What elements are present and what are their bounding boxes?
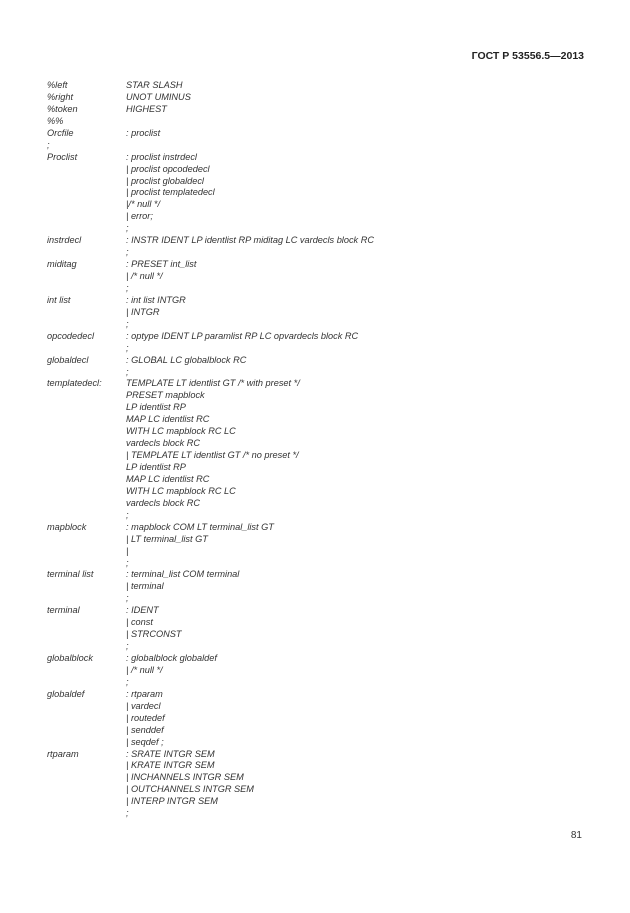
grammar-line	[47, 319, 587, 331]
grammar-line	[47, 343, 587, 355]
grammar-rule-body: : globalblock globaldef	[126, 653, 217, 663]
grammar-line	[47, 749, 587, 761]
grammar-rule-name: terminal list	[47, 569, 94, 580]
grammar-rule-body: HIGHEST	[126, 103, 167, 114]
grammar-line	[47, 772, 587, 784]
grammar-line	[47, 116, 587, 128]
page-number: 81	[570, 830, 582, 841]
grammar-line	[47, 187, 587, 199]
grammar-line	[47, 510, 587, 522]
grammar-rule-name: instrdecl	[47, 235, 82, 246]
grammar-rule-body: | vardecl	[126, 700, 161, 711]
grammar-line	[47, 641, 587, 653]
grammar-line	[47, 211, 587, 223]
grammar-rule-name: globaldef	[47, 688, 85, 699]
grammar-rule-name: globalblock	[47, 653, 93, 663]
grammar-line	[47, 593, 587, 605]
grammar-line	[47, 581, 587, 593]
grammar-line	[47, 104, 587, 116]
grammar-rule-name: miditag	[47, 259, 77, 270]
grammar-line	[47, 164, 587, 176]
grammar-rule-body: : terminal_list COM terminal	[126, 569, 240, 580]
grammar-rule-body: ;	[126, 282, 129, 293]
grammar-rule-body: | INCHANNELS INTGR SEM	[126, 772, 244, 783]
grammar-line	[47, 737, 587, 749]
grammar-rule-body: WITH LC mapblock RC LC	[126, 426, 236, 437]
grammar-rule-name: %right	[47, 91, 74, 102]
grammar-rule-name: opcodedecl	[47, 330, 94, 341]
grammar-rule-body: | error;	[126, 211, 153, 222]
grammar-line	[47, 701, 587, 713]
grammar-line	[47, 725, 587, 737]
grammar-line	[47, 808, 587, 820]
grammar-rule-body: : rtparam	[126, 688, 163, 699]
grammar-line	[47, 295, 587, 307]
grammar-rule-body: ;	[126, 808, 129, 819]
grammar-line	[47, 259, 587, 271]
grammar-line	[47, 760, 587, 772]
grammar-rule-body: : optype IDENT LP paramlist RP LC opvardecls block RC	[126, 330, 359, 341]
grammar-line	[47, 713, 587, 725]
grammar-rule-body: ;	[126, 593, 129, 604]
grammar-rule-body: ;	[126, 366, 129, 377]
grammar-line	[47, 617, 587, 629]
grammar-rule-body: | INTERP INTGR SEM	[126, 796, 218, 807]
grammar-rule-name: %%	[47, 115, 64, 126]
grammar-line	[47, 402, 587, 414]
grammar-rule-body: : proclist instrdecl	[126, 151, 197, 162]
grammar-rule-body: |/* null */	[126, 199, 161, 210]
grammar-line	[47, 450, 587, 462]
grammar-line	[47, 569, 587, 581]
grammar-rule-body: TEMPLATE LT identlist GT /* with preset */	[126, 378, 300, 389]
grammar-line	[47, 152, 587, 164]
grammar-rule-body: ;	[126, 557, 129, 568]
grammar-rule-body: ;	[126, 318, 129, 329]
grammar-rule-body: : mapblock COM LT terminal_list GT	[126, 521, 274, 532]
grammar-rule-name: int list	[47, 294, 71, 305]
grammar-rule-body: |	[126, 545, 129, 556]
grammar-rule-body: : IDENT	[126, 605, 159, 616]
grammar-line	[47, 605, 587, 617]
grammar-line	[47, 390, 587, 402]
grammar-rule-body: | seqdef ;	[126, 736, 164, 747]
grammar-rule-body: ;	[126, 641, 129, 652]
grammar-rule-body: ;	[126, 342, 129, 353]
grammar-line	[47, 223, 587, 235]
grammar-rule-body: | proclist opcodedecl	[126, 163, 210, 174]
grammar-rule-name: rtparam	[47, 748, 79, 759]
grammar-line	[47, 271, 587, 283]
grammar-rule-name: terminal	[47, 605, 80, 616]
grammar-rule-body: | TEMPLATE LT identlist GT /* no preset */	[126, 450, 299, 461]
grammar-rule-body: vardecls block RC	[126, 497, 201, 508]
grammar-line	[47, 462, 587, 474]
grammar-line	[47, 176, 587, 188]
grammar-rule-body: | /* null */	[126, 664, 163, 675]
grammar-rule-body: MAP LC identlist RC	[126, 473, 210, 484]
grammar-rule-body: | STRCONST	[126, 629, 182, 640]
grammar-rule-body: | const	[126, 617, 153, 628]
grammar-rule-body: | proclist globaldecl	[126, 175, 204, 186]
grammar-rule-body: : PRESET int_list	[126, 259, 197, 270]
grammar-rule-body: ;	[126, 676, 129, 687]
grammar-rule-body: vardecls block RC	[126, 438, 201, 449]
grammar-rule-body: | LT terminal_list GT	[126, 533, 208, 544]
grammar-rule-body: UNOT UMINUS	[126, 91, 191, 102]
grammar-line	[47, 486, 587, 498]
grammar-rule-body: LP identlist RP	[126, 402, 186, 413]
grammar-rule-body: | OUTCHANNELS INTGR SEM	[126, 784, 254, 795]
grammar-rule-body: STAR SLASH	[126, 80, 183, 90]
grammar-line	[47, 546, 587, 558]
grammar-rule-name: mapblock	[47, 521, 87, 532]
grammar-line	[47, 653, 587, 665]
grammar-line	[47, 235, 587, 247]
grammar-rule-body: | /* null */	[126, 271, 163, 281]
grammar-rule-body: | proclist templatedecl	[126, 187, 215, 198]
grammar-line	[47, 378, 587, 390]
grammar-line	[47, 426, 587, 438]
grammar-rule-body: | terminal	[126, 581, 164, 592]
grammar-line	[47, 689, 587, 701]
grammar-line	[47, 677, 587, 689]
grammar-rule-body: ;	[126, 223, 129, 234]
grammar-rule-name: globaldecl	[47, 354, 89, 365]
grammar-line	[47, 128, 587, 140]
grammar-rule-name: ;	[47, 139, 50, 150]
grammar-rule-body: : proclist	[126, 127, 161, 138]
grammar-line	[47, 307, 587, 319]
grammar-rule-body: WITH LC mapblock RC LC	[126, 485, 236, 496]
grammar-line	[47, 474, 587, 486]
grammar-line	[47, 522, 587, 534]
grammar-line	[47, 355, 587, 367]
grammar-line	[47, 283, 587, 295]
grammar-line	[47, 558, 587, 570]
grammar-rule-name: %left	[47, 80, 68, 90]
page-header-standard-id: ГОСТ Р 53556.5—2013	[471, 50, 584, 62]
grammar-line	[47, 331, 587, 343]
grammar-rule-body: : GLOBAL LC globalblock RC	[126, 354, 247, 365]
grammar-rule-body: | KRATE INTGR SEM	[126, 760, 215, 771]
grammar-line	[47, 140, 587, 152]
grammar-line	[47, 534, 587, 546]
grammar-line	[47, 199, 587, 211]
grammar-rule-body: | INTGR	[126, 306, 160, 317]
grammar-rule-body: ;	[126, 509, 129, 520]
grammar-rule-name: Orcfile	[47, 127, 74, 138]
grammar-line	[47, 796, 587, 808]
grammar-line	[47, 665, 587, 677]
grammar-rule-body: : int list INTGR	[126, 294, 186, 305]
grammar-line	[47, 414, 587, 426]
grammar-line	[47, 629, 587, 641]
grammar-rule-name: templatedecl:	[47, 378, 102, 389]
grammar-line	[47, 367, 587, 379]
grammar-rule-name: Proclist	[47, 151, 78, 162]
grammar-rule-body: ;	[126, 247, 129, 258]
grammar-rule-name: %token	[47, 103, 78, 114]
grammar-line	[47, 92, 587, 104]
grammar-rule-body: | senddef	[126, 724, 164, 735]
grammar-rule-body: PRESET mapblock	[126, 390, 205, 401]
grammar-line	[47, 784, 587, 796]
grammar-line	[47, 247, 587, 259]
grammar-line	[47, 498, 587, 510]
grammar-rule-body: | routedef	[126, 712, 165, 723]
grammar-line	[47, 438, 587, 450]
grammar-line	[47, 80, 587, 92]
grammar-rule-body: : SRATE INTGR SEM	[126, 748, 215, 759]
grammar-listing	[47, 80, 587, 820]
grammar-rule-body: : INSTR IDENT LP identlist RP miditag LC vardecls block RC	[126, 235, 374, 246]
grammar-rule-body: MAP LC identlist RC	[126, 414, 210, 425]
grammar-rule-body: LP identlist RP	[126, 462, 186, 472]
